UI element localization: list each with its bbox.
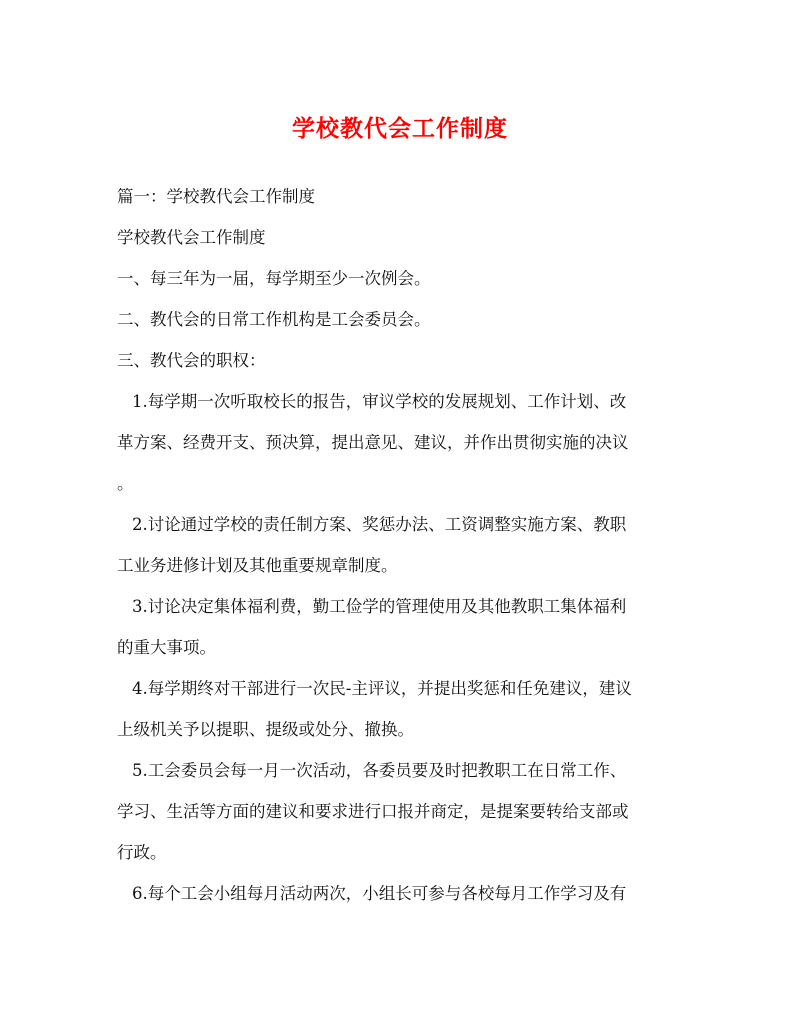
numbered-item-3	[117, 592, 692, 663]
item-text-line: 革方案、经费开支、预决算，提出意见、建议，并作出贯彻实施的决议	[117, 433, 629, 452]
body-line: 学校教代会工作制度	[117, 228, 266, 247]
numbered-item-4	[117, 674, 692, 745]
item-text-line: 的重大事项。	[117, 638, 216, 657]
item-text-line: 学习、生活等方面的建议和要求进行口报并商定，是提案要转给支部或	[117, 802, 629, 821]
item-text-line: 。	[117, 474, 134, 493]
item-text-line: 上级机关予以提职、提级或处分、撤换。	[117, 720, 414, 739]
body-line: 一、每三年为一届，每学期至少一次例会。	[117, 269, 431, 288]
numbered-item-2	[117, 510, 692, 581]
item-text-line: 4.每学期终对干部进行一次民-主评议，并提出奖惩和任免建议，建议	[132, 679, 632, 698]
body-line: 篇一：学校教代会工作制度	[117, 187, 315, 206]
item-text-line: 1.每学期一次听取校长的报告，审议学校的发展规划、工作计划、改	[132, 392, 627, 411]
body-line: 三、教代会的职权：	[117, 351, 266, 370]
item-text-line: 工业务进修计划及其他重要规章制度。	[117, 556, 398, 575]
item-text-line: 5.工会委员会每一月一次活动，各委员要及时把教职工在日常工作、	[132, 761, 627, 780]
document-body	[117, 182, 692, 920]
body-line: 二、教代会的日常工作机构是工会委员会。	[117, 310, 431, 329]
item-text-line: 行政。	[117, 843, 167, 862]
document-title: 学校教代会工作制度	[292, 115, 508, 142]
item-text-line: 2.讨论通过学校的责任制方案、奖惩办法、工资调整实施方案、教职	[132, 515, 627, 534]
numbered-item-1	[117, 387, 692, 499]
numbered-item-6	[117, 879, 692, 909]
item-text-line: 6.每个工会小组每月活动两次，小组长可参与各校每月工作学习及有	[132, 884, 627, 903]
numbered-item-5	[117, 756, 692, 868]
item-text-line: 3.讨论决定集体福利费，勤工俭学的管理使用及其他教职工集体福利	[132, 597, 627, 616]
